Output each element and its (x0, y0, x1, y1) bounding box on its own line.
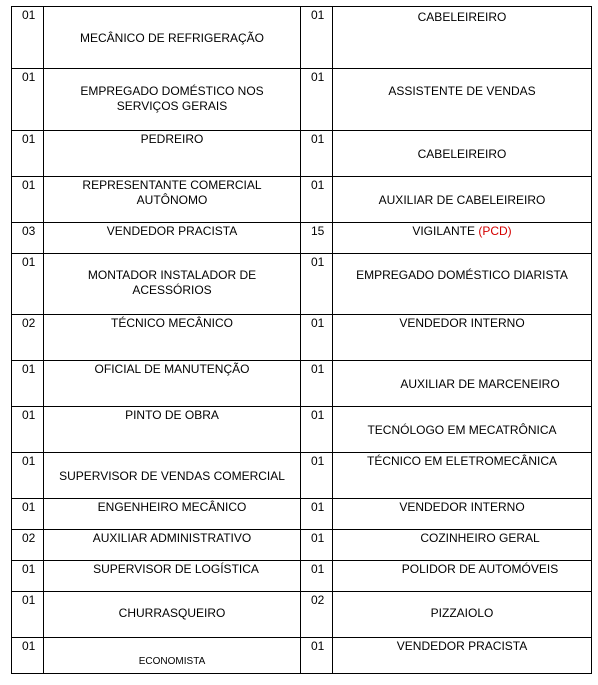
quantity-cell (301, 530, 333, 561)
quantity-value: 01 (311, 132, 325, 146)
job-title: SUPERVISOR DE LOGÍSTICA (93, 562, 259, 576)
quantity-value: 01 (311, 316, 325, 330)
quantity-cell (12, 177, 44, 223)
quantity-value: 01 (311, 500, 325, 514)
quantity-value: 01 (311, 178, 325, 192)
quantity-value: 02 (22, 531, 36, 545)
job-title-cell (44, 530, 301, 561)
job-title: POLIDOR DE AUTOMÓVEIS (401, 562, 559, 576)
quantity-cell (12, 254, 44, 315)
quantity-value: 01 (311, 454, 325, 468)
quantity-value: 01 (22, 70, 36, 84)
job-title-cell (333, 254, 592, 315)
quantity-cell (12, 453, 44, 499)
quantity-value: 01 (311, 362, 325, 376)
job-vacancies-table (11, 6, 592, 674)
quantity-value: 01 (311, 70, 325, 84)
quantity-cell (12, 561, 44, 592)
job-title-cell (44, 7, 301, 69)
table-row (12, 530, 592, 561)
job-title-cell (44, 315, 301, 361)
job-title-cell (333, 7, 592, 69)
job-title: ASSISTENTE DE VENDAS (388, 84, 536, 98)
quantity-cell (301, 561, 333, 592)
job-title-cell (44, 361, 301, 407)
quantity-value: 01 (311, 408, 325, 422)
quantity-cell (12, 131, 44, 177)
quantity-cell (12, 592, 44, 638)
table-row (12, 177, 592, 223)
job-title-cell (44, 69, 301, 131)
table-row (12, 69, 592, 131)
quantity-cell (12, 361, 44, 407)
job-title-cell (333, 69, 592, 131)
job-title: EMPREGADO DOMÉSTICO NOS SERVIÇOS GERAIS (80, 84, 264, 113)
job-title-cell (333, 499, 592, 530)
quantity-value: 01 (22, 132, 36, 146)
job-title-cell (44, 223, 301, 254)
job-title-cell (44, 177, 301, 223)
quantity-cell (12, 530, 44, 561)
job-title: TÉCNICO EM ELETROMECÂNICA (366, 454, 558, 468)
quantity-cell (301, 69, 333, 131)
job-title-cell (333, 177, 592, 223)
job-title: REPRESENTANTE COMERCIAL AUTÔNOMO (82, 178, 262, 207)
job-title-cell (333, 561, 592, 592)
job-title-cell (44, 453, 301, 499)
quantity-cell (301, 453, 333, 499)
job-title: VENDEDOR INTERNO (399, 316, 525, 330)
quantity-cell (12, 407, 44, 453)
job-title: VIGILANTE (412, 224, 475, 238)
table-row (12, 315, 592, 361)
quantity-cell (301, 638, 333, 674)
quantity-cell (12, 315, 44, 361)
quantity-cell (301, 223, 333, 254)
job-title: MECÂNICO DE REFRIGERAÇÃO (79, 31, 265, 45)
job-title: PIZZAIOLO (430, 606, 494, 620)
job-title: PINTO DE OBRA (125, 408, 219, 422)
quantity-cell (301, 177, 333, 223)
job-title: CABELEIREIRO (417, 147, 507, 161)
quantity-value: 01 (311, 255, 325, 269)
job-title: TECNÓLOGO EM MECATRÔNICA (367, 423, 557, 437)
job-title-cell (333, 223, 592, 254)
table-row (12, 7, 592, 69)
job-title: VENDEDOR PRACISTA (396, 639, 528, 653)
pcd-badge: (PCD) (478, 224, 512, 238)
quantity-value: 01 (311, 8, 325, 22)
quantity-value: 01 (22, 562, 36, 576)
job-title-cell (44, 131, 301, 177)
job-title: ENGENHEIRO MECÂNICO (97, 500, 247, 514)
quantity-cell (301, 131, 333, 177)
quantity-cell (301, 499, 333, 530)
quantity-value: 01 (22, 178, 36, 192)
quantity-value: 15 (311, 224, 325, 238)
quantity-value: 01 (311, 531, 325, 545)
quantity-value: 01 (22, 8, 36, 22)
job-title: AUXILIAR ADMINISTRATIVO (92, 531, 252, 545)
job-title: CHURRASQUEIRO (118, 606, 226, 620)
table-row (12, 361, 592, 407)
table-row (12, 223, 592, 254)
job-title-cell (44, 254, 301, 315)
job-title: VENDEDOR INTERNO (399, 500, 525, 514)
table-row (12, 561, 592, 592)
table-row (12, 592, 592, 638)
job-title: ECONOMISTA (138, 656, 206, 667)
job-title: AUXILIAR DE CABELEIREIRO (378, 193, 546, 207)
quantity-cell (12, 223, 44, 254)
job-title-cell (44, 499, 301, 530)
table-row (12, 407, 592, 453)
job-title: COZINHEIRO GERAL (420, 531, 540, 545)
quantity-value: 03 (22, 224, 36, 238)
job-title-cell (333, 407, 592, 453)
quantity-value: 01 (22, 408, 36, 422)
quantity-value: 01 (22, 454, 36, 468)
job-title-cell (44, 638, 301, 674)
table-row (12, 638, 592, 674)
quantity-value: 02 (311, 593, 325, 607)
job-title-cell (44, 561, 301, 592)
quantity-cell (301, 7, 333, 69)
job-title-cell (44, 407, 301, 453)
job-title-cell (333, 592, 592, 638)
table-row (12, 131, 592, 177)
quantity-cell (12, 7, 44, 69)
quantity-value: 01 (22, 255, 36, 269)
job-title-wrapper (333, 223, 591, 239)
quantity-cell (12, 499, 44, 530)
quantity-cell (301, 254, 333, 315)
quantity-cell (12, 69, 44, 131)
job-title-cell (333, 638, 592, 674)
quantity-value: 01 (311, 562, 325, 576)
job-title: SUPERVISOR DE VENDAS COMERCIAL (59, 469, 285, 483)
job-title-cell (333, 453, 592, 499)
job-title: TÉCNICO MECÂNICO (110, 316, 233, 330)
job-title: EMPREGADO DOMÉSTICO DIARISTA (356, 268, 568, 282)
quantity-cell (301, 592, 333, 638)
quantity-value: 01 (311, 639, 325, 653)
job-title-cell (44, 592, 301, 638)
job-title: VENDEDOR PRACISTA (106, 224, 238, 238)
quantity-cell (301, 407, 333, 453)
job-title-cell (333, 315, 592, 361)
job-title-cell (333, 361, 592, 407)
job-title: AUXILIAR DE MARCENEIRO (400, 377, 560, 391)
job-title: MONTADOR INSTALADOR DE ACESSÓRIOS (87, 268, 257, 297)
table-row (12, 254, 592, 315)
quantity-value: 01 (22, 639, 36, 653)
job-title: PEDREIRO (140, 132, 204, 146)
quantity-cell (301, 361, 333, 407)
quantity-value: 01 (22, 593, 36, 607)
job-title: OFICIAL DE MANUTENÇÃO (94, 362, 250, 376)
quantity-cell (12, 638, 44, 674)
quantity-value: 01 (22, 500, 36, 514)
quantity-cell (301, 315, 333, 361)
job-title-cell (333, 131, 592, 177)
job-title-cell (333, 530, 592, 561)
table-row (12, 499, 592, 530)
quantity-value: 02 (22, 316, 36, 330)
table-row (12, 453, 592, 499)
quantity-value: 01 (22, 362, 36, 376)
job-title: CABELEIREIRO (417, 10, 507, 24)
